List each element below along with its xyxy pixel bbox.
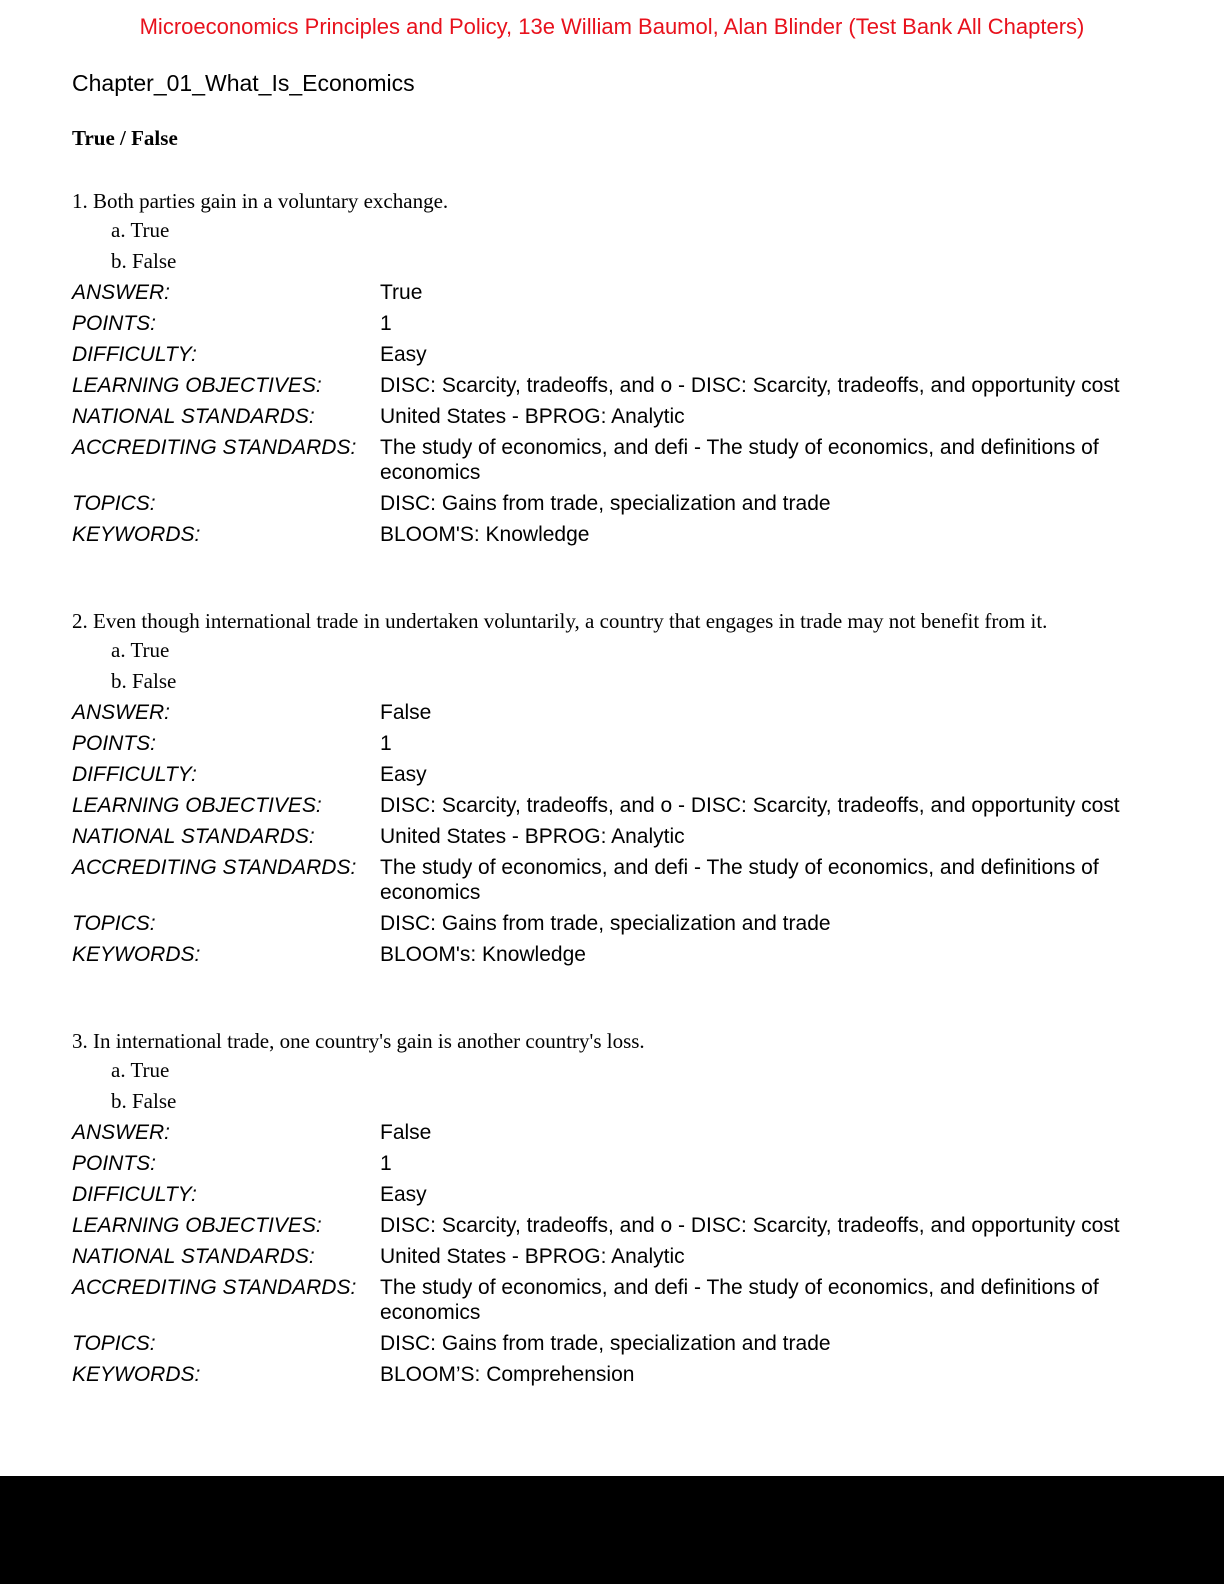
answer-row — [72, 700, 1172, 725]
difficulty-value: Easy — [380, 1183, 427, 1206]
points-value: 1 — [380, 732, 392, 755]
difficulty-row — [72, 762, 1172, 787]
accrediting-standards-label: ACCREDITING STANDARDS: — [72, 436, 357, 459]
section-title: True / False — [72, 126, 178, 150]
national-standards-label: NATIONAL STANDARDS: — [72, 825, 315, 848]
keywords-row — [72, 942, 1172, 967]
points-label: POINTS: — [72, 312, 157, 335]
accrediting-standards-row — [72, 1275, 1172, 1325]
question-stem: 3. In international trade, one country's gain is another country's loss. — [72, 1029, 645, 1053]
option-false: b. False — [111, 669, 177, 693]
chapter-title: Chapter_01_What_Is_Economics — [72, 70, 415, 96]
difficulty-label: DIFFICULTY: — [72, 1183, 197, 1206]
answer-value: False — [380, 1121, 432, 1144]
points-value: 1 — [380, 1152, 392, 1175]
learning-objectives-value: DISC: Scarcity, tradeoffs, and o - DISC: Scarcity, tradeoffs, and opportunity cost — [380, 794, 1120, 817]
difficulty-value: Easy — [380, 343, 427, 366]
option-false: b. False — [111, 249, 177, 273]
learning-objectives-label: LEARNING OBJECTIVES: — [72, 1214, 322, 1237]
difficulty-label: DIFFICULTY: — [72, 763, 197, 786]
points-row — [72, 311, 1172, 336]
keywords-label: KEYWORDS: — [72, 523, 201, 546]
option-true: a. True — [111, 638, 170, 662]
answer-value: False — [380, 701, 432, 724]
answer-value: True — [380, 281, 423, 304]
national-standards-value: United States - BPROG: Analytic — [380, 1245, 685, 1268]
difficulty-label: DIFFICULTY: — [72, 343, 197, 366]
difficulty-value: Easy — [380, 763, 427, 786]
keywords-row — [72, 522, 1172, 547]
topics-value: DISC: Gains from trade, specialization and trade — [380, 912, 831, 935]
option-true: a. True — [111, 1058, 170, 1082]
accrediting-standards-label: ACCREDITING STANDARDS: — [72, 1276, 357, 1299]
learning-objectives-row — [72, 1213, 1172, 1238]
learning-objectives-value: DISC: Scarcity, tradeoffs, and o - DISC: Scarcity, tradeoffs, and opportunity cost — [380, 1214, 1120, 1237]
page-bottom-black-bar — [0, 1476, 1224, 1584]
topics-row — [72, 491, 1172, 516]
answer-label: ANSWER: — [72, 281, 171, 304]
accrediting-standards-row — [72, 855, 1172, 905]
keywords-value: BLOOM'S: Knowledge — [380, 523, 590, 546]
question-metadata — [72, 700, 1172, 967]
points-label: POINTS: — [72, 732, 157, 755]
keywords-value: BLOOM's: Knowledge — [380, 943, 586, 966]
answer-label: ANSWER: — [72, 701, 171, 724]
national-standards-row — [72, 1244, 1172, 1269]
option-false: b. False — [111, 1089, 177, 1113]
question-stem: 2. Even though international trade in undertaken voluntarily, a country that engages in trade may not benefit from it. — [72, 609, 1048, 633]
learning-objectives-label: LEARNING OBJECTIVES: — [72, 374, 322, 397]
national-standards-row — [72, 824, 1172, 849]
answer-row — [72, 1120, 1172, 1145]
option-true: a. True — [111, 218, 170, 242]
topics-value: DISC: Gains from trade, specialization and trade — [380, 492, 831, 515]
learning-objectives-row — [72, 373, 1172, 398]
document-banner: Microeconomics Principles and Policy, 13e William Baumol, Alan Blinder (Test Bank All Chapters) — [139, 14, 1085, 39]
topics-label: TOPICS: — [72, 492, 156, 515]
difficulty-row — [72, 1182, 1172, 1207]
national-standards-label: NATIONAL STANDARDS: — [72, 405, 315, 428]
topics-value: DISC: Gains from trade, specialization and trade — [380, 1332, 831, 1355]
topics-label: TOPICS: — [72, 912, 156, 935]
difficulty-row — [72, 342, 1172, 367]
accrediting-standards-label: ACCREDITING STANDARDS: — [72, 856, 357, 879]
topics-row — [72, 1331, 1172, 1356]
accrediting-standards-value: The study of economics, and defi - The study of economics, and definitions of economics — [380, 1276, 1099, 1324]
national-standards-value: United States - BPROG: Analytic — [380, 405, 685, 428]
keywords-label: KEYWORDS: — [72, 943, 201, 966]
points-value: 1 — [380, 312, 392, 335]
national-standards-row — [72, 404, 1172, 429]
national-standards-label: NATIONAL STANDARDS: — [72, 1245, 315, 1268]
topics-label: TOPICS: — [72, 1332, 156, 1355]
points-row — [72, 1151, 1172, 1176]
answer-label: ANSWER: — [72, 1121, 171, 1144]
learning-objectives-row — [72, 793, 1172, 818]
points-label: POINTS: — [72, 1152, 157, 1175]
question-metadata — [72, 280, 1172, 547]
learning-objectives-label: LEARNING OBJECTIVES: — [72, 794, 322, 817]
keywords-label: KEYWORDS: — [72, 1363, 201, 1386]
keywords-value: BLOOM’S: Comprehension — [380, 1363, 635, 1386]
question-metadata — [72, 1120, 1172, 1387]
keywords-row — [72, 1362, 1172, 1387]
accrediting-standards-value: The study of economics, and defi - The study of economics, and definitions of economics — [380, 436, 1099, 484]
learning-objectives-value: DISC: Scarcity, tradeoffs, and o - DISC: Scarcity, tradeoffs, and opportunity cost — [380, 374, 1120, 397]
question-stem: 1. Both parties gain in a voluntary exchange. — [72, 189, 449, 213]
accrediting-standards-row — [72, 435, 1172, 485]
question-1 — [72, 187, 1172, 547]
question-3 — [72, 1027, 1172, 1387]
accrediting-standards-value: The study of economics, and defi - The study of economics, and definitions of economics — [380, 856, 1099, 904]
points-row — [72, 731, 1172, 756]
question-2 — [72, 607, 1172, 967]
answer-row — [72, 280, 1172, 305]
national-standards-value: United States - BPROG: Analytic — [380, 825, 685, 848]
topics-row — [72, 911, 1172, 936]
